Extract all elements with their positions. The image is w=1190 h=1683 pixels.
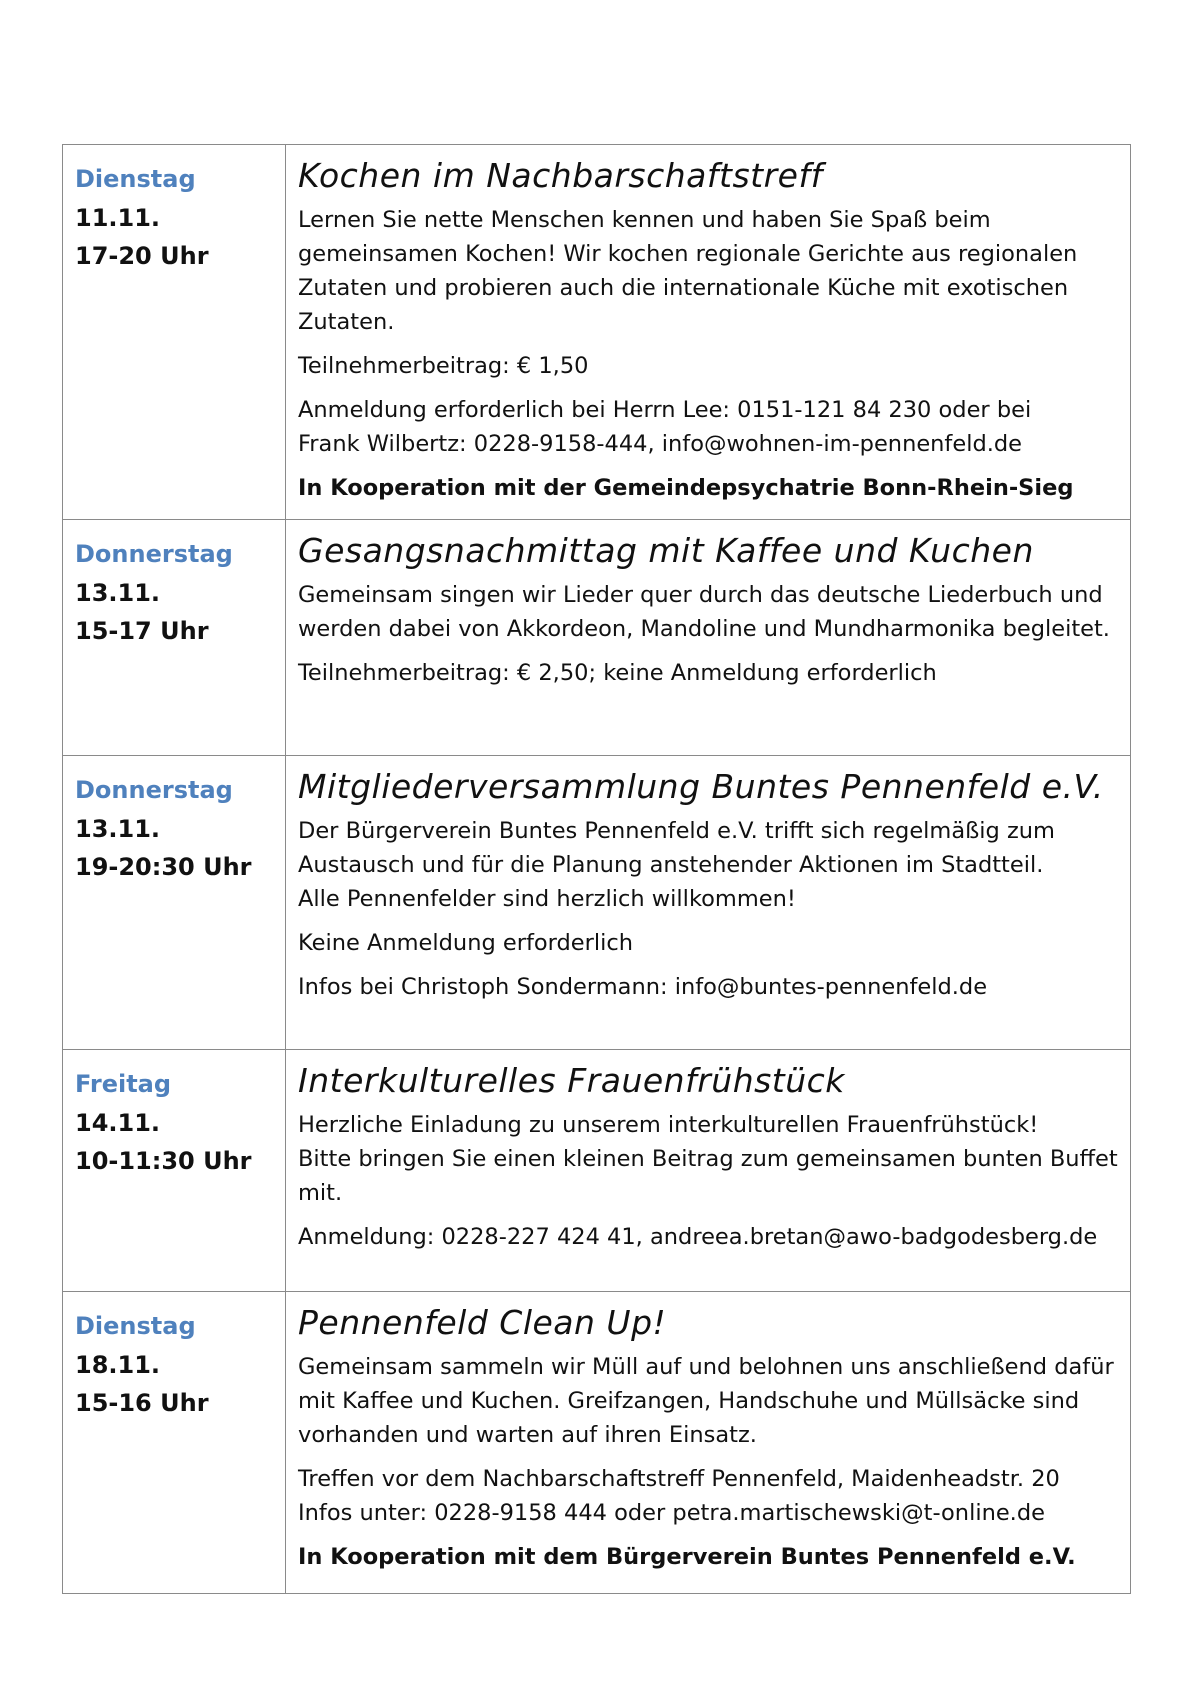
event-row xyxy=(63,520,1131,756)
event-title: Kochen im Nachbarschaftstreff xyxy=(298,156,823,195)
event-registration: Keine Anmeldung erforderlich xyxy=(298,930,634,956)
event-location-contact: Treffen vor dem Nachbarschaftstreff Pennenfeld, Maidenheadstr. 20 Infos unter: 0228-9158 444 oder petra.martischewski@t-online.de xyxy=(298,1466,1060,1526)
event-row xyxy=(63,145,1131,520)
event-row xyxy=(63,756,1131,1050)
event-date: 13.11. xyxy=(75,815,161,843)
event-date-cell xyxy=(63,145,286,520)
event-weekday: Dienstag xyxy=(75,1312,196,1340)
event-schedule-table xyxy=(62,144,1131,1594)
event-time: 19-20:30 Uhr xyxy=(75,853,252,881)
event-weekday: Freitag xyxy=(75,1070,172,1098)
event-cooperation: In Kooperation mit der Gemeindepsychatrie Bonn-Rhein-Sieg xyxy=(298,475,1074,501)
event-time: 17-20 Uhr xyxy=(75,242,209,270)
event-date: 11.11. xyxy=(75,204,161,232)
event-description: Herzliche Einladung zu unserem interkulturellen Frauenfrühstück! Bitte bringen Sie einen kleinen Beitrag zum gemeinsamen bunten Buffet mit. xyxy=(298,1112,1118,1206)
event-registration: Anmeldung erforderlich bei Herrn Lee: 0151-121 84 230 oder bei Frank Wilbertz: 0228-9158-444, info@wohnen-im-pennenfeld.de xyxy=(298,397,1032,457)
event-weekday: Dienstag xyxy=(75,165,196,193)
event-registration: Anmeldung: 0228-227 424 41, andreea.bretan@awo-badgodesberg.de xyxy=(298,1224,1098,1250)
event-date: 14.11. xyxy=(75,1109,161,1137)
event-description: Gemeinsam sammeln wir Müll auf und belohnen uns anschließend dafür mit Kaffee und Kuchen. Greifzangen, Handschuhe und Müllsäcke sind vorhanden und warten auf ihren Einsatz. xyxy=(298,1354,1114,1448)
event-date: 13.11. xyxy=(75,579,161,607)
event-date-cell xyxy=(63,756,286,1050)
event-title: Pennenfeld Clean Up! xyxy=(298,1303,667,1342)
event-time: 10-11:30 Uhr xyxy=(75,1147,252,1175)
event-date-cell xyxy=(63,520,286,756)
event-weekday: Donnerstag xyxy=(75,540,233,568)
event-rows xyxy=(63,145,1131,1594)
event-row xyxy=(63,1050,1131,1292)
event-title: Mitgliederversammlung Buntes Pennenfeld e.V. xyxy=(298,767,1104,806)
event-description: Lernen Sie nette Menschen kennen und haben Sie Spaß beim gemeinsamen Kochen! Wir kochen regionale Gerichte aus regionalen Zutaten und probieren auch die internationale Küche mit exotischen Zutaten. xyxy=(298,207,1078,335)
event-title: Interkulturelles Frauenfrühstück xyxy=(298,1061,845,1100)
event-details-cell xyxy=(286,1050,1131,1292)
event-date-cell xyxy=(63,1050,286,1292)
event-weekday: Donnerstag xyxy=(75,776,233,804)
event-title: Gesangsnachmittag mit Kaffee und Kuchen xyxy=(298,531,1034,570)
event-time: 15-16 Uhr xyxy=(75,1389,209,1417)
event-cooperation: In Kooperation mit dem Bürgerverein Buntes Pennenfeld e.V. xyxy=(298,1544,1076,1570)
event-time: 15-17 Uhr xyxy=(75,617,209,645)
event-details-cell xyxy=(286,1292,1131,1594)
event-details-cell xyxy=(286,145,1131,520)
event-description: Der Bürgerverein Buntes Pennenfeld e.V. trifft sich regelmäßig zum Austausch und für die Planung anstehender Aktionen im Stadtteil. Alle Pennenfelder sind herzlich willkommen! xyxy=(298,818,1055,912)
event-date-cell xyxy=(63,1292,286,1594)
event-row xyxy=(63,1292,1131,1594)
event-details-cell xyxy=(286,520,1131,756)
event-date: 18.11. xyxy=(75,1351,161,1379)
event-contact: Infos bei Christoph Sondermann: info@buntes-pennenfeld.de xyxy=(298,974,988,1000)
event-description: Gemeinsam singen wir Lieder quer durch das deutsche Liederbuch und werden dabei von Akkordeon, Mandoline und Mundharmonika begleitet. xyxy=(298,582,1110,642)
event-fee: Teilnehmerbeitrag: € 1,50 xyxy=(298,353,589,379)
event-details-cell xyxy=(286,756,1131,1050)
event-fee: Teilnehmerbeitrag: € 2,50; keine Anmeldung erforderlich xyxy=(298,660,937,686)
